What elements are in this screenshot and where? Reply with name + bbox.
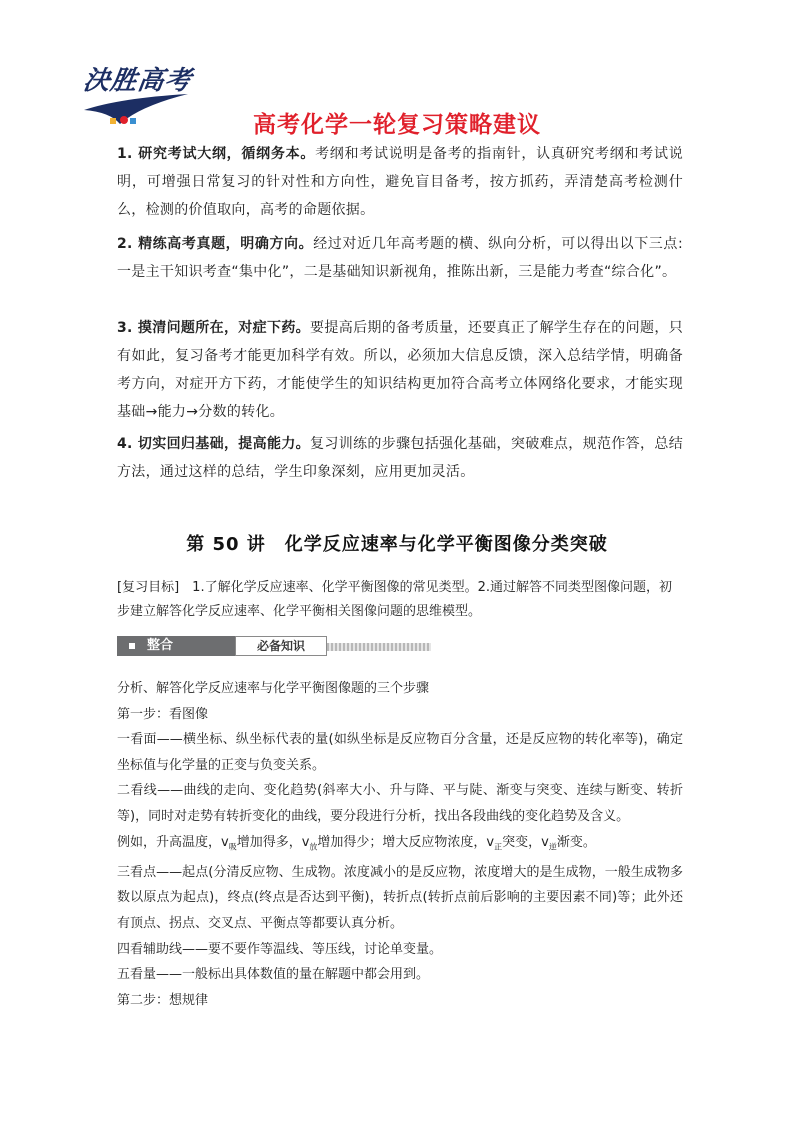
- lecture-title: 第 50 讲 化学反应速率与化学平衡图像分类突破: [186, 534, 608, 555]
- content-line: 一看面——横坐标、纵坐标代表的量(如纵坐标是反应物百分含量，还是反应物的转化率等)，确定坐标值与化学量的正变与负变关系。: [117, 732, 683, 773]
- section-banner: [117, 633, 431, 659]
- strategy-4: [117, 430, 683, 486]
- content-intro: 分析、解答化学反应速率与化学平衡图像题的三个步骤: [117, 681, 430, 696]
- subscript: 逆: [548, 842, 557, 852]
- square-bullet-icon: [129, 643, 135, 649]
- content-line: 五看量——一般标出具体数值的量在解题中都会用到。: [117, 967, 430, 983]
- content-line: [117, 830, 683, 860]
- banner-section: [117, 636, 235, 656]
- strategy-lead: 1. 研究考试大纲，循纲务本。: [117, 146, 316, 162]
- strategy-2: [117, 230, 683, 286]
- subscript: 吸: [228, 842, 237, 852]
- text-run: 渐变。: [556, 834, 596, 850]
- review-goal: [117, 576, 683, 624]
- text-run: 增加得多，v: [236, 834, 310, 850]
- strategy-lead: 2. 精练高考真题，明确方向。: [117, 236, 314, 252]
- content-body: [117, 676, 683, 1013]
- step-heading: 第一步：看图像: [117, 706, 209, 722]
- text-run: 例如，升高温度，v: [117, 834, 229, 850]
- strategy-3: [117, 314, 683, 426]
- content-line: 四看辅助线——要不要作等温线、等压线，讨论单变量。: [117, 941, 443, 957]
- strategy-1: [117, 140, 683, 224]
- text-run: 增加得少；增大反应物浓度，v: [317, 834, 495, 850]
- step-heading: 第二步：想规律: [117, 992, 209, 1008]
- strategy-text: 要提高后期的备考质量，还要真正了解学生存在的问题，只有如此，复习备考才能更加科学有效。所以，必须加大信息反馈，深入总结学情，明确备考方向，对症开方下药，才能使学生的知识结构更加符合高考立体网络化要求，才能实现基础→能力→分数的转化。: [117, 320, 683, 420]
- strategy-lead: 3. 摸清问题所在，对症下药。: [117, 320, 311, 336]
- strategy-text: 经过对近几年高考题的横、纵向分析，可以得出以下三点:一是主干知识考查“集中化”，二是基础知识新视角，推陈出新，三是能力考查“综合化”。: [117, 236, 684, 280]
- subscript: 放: [309, 842, 318, 852]
- banner-divider: [327, 643, 431, 651]
- content-line: 二看线——曲线的走向、变化趋势(斜率大小、升与降、平与陡、渐变与突变、连续与断变、转折等)，同时对走势有转折变化的曲线，要分段进行分析，找出各段曲线的变化趋势及含义。: [117, 783, 683, 824]
- strategy-text: 考纲和考试说明是备考的指南针，认真研究考纲和考试说明，可增强日常复习的针对性和方向性，避免盲目备考，按方抓药，弄清楚高考检测什么，检测的价值取向，高考的命题依据。: [117, 146, 683, 218]
- banner-section-label: 整合: [147, 638, 174, 653]
- subscript: 正: [494, 842, 503, 852]
- strategy-text: 复习训练的步骤包括强化基础，突破难点，规范作答，总结方法，通过这样的总结，学生印象深刻，应用更加灵活。: [117, 436, 683, 480]
- strategy-lead: 4. 切实回归基础，提高能力。: [117, 436, 311, 452]
- goal-text: 1.了解化学反应速率、化学平衡图像的常见类型。2.通过解答不同类型图像问题，初步建立解答化学反应速率、化学平衡相关图像问题的思维模型。: [117, 580, 672, 619]
- content-line: 三看点——起点(分清反应物、生成物。浓度减小的是反应物，浓度增大的是生成物，一般生成物多数以原点为起点)，终点(终点是否达到平衡)，转折点(转折点前后影响的主要因素不同)等；此外还有顶点、拐点、交叉点、平衡点等都要认真分析。: [117, 864, 683, 931]
- logo-text: 決胜高考: [81, 66, 194, 96]
- goal-label: [复习目标]: [117, 580, 180, 595]
- text-run: 突变，v: [502, 834, 549, 850]
- banner-sub-label: 必备知识: [235, 636, 327, 656]
- page-title: 高考化学一轮复习策略建议: [253, 112, 541, 138]
